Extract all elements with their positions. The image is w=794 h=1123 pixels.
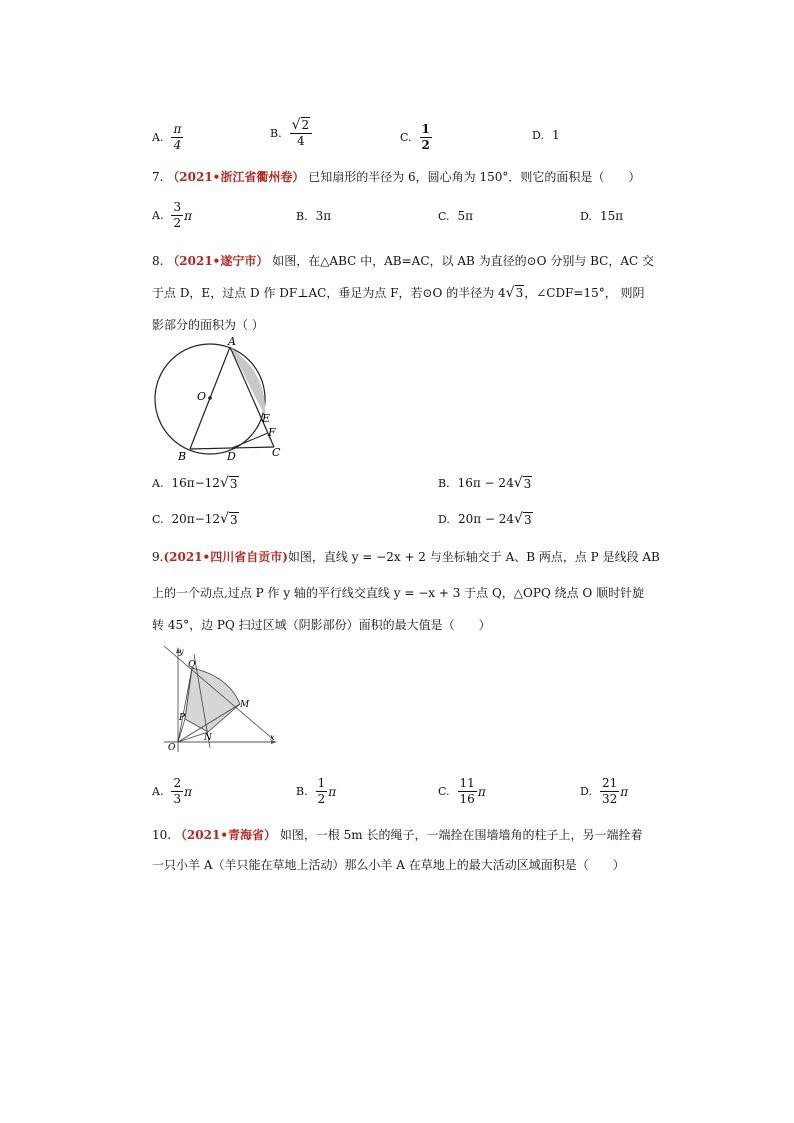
q6-option-d: D. 1 [532,128,560,142]
q10-stem-line2: 一只小羊 A（羊只能在草地上活动）那么小羊 A 在草地上的最大活动区域面积是（ ） [152,858,625,872]
q6-option-a: A. $\frac{\pi}{4}$ [152,122,182,152]
q6-b-fraction: $\frac{√2}{4}$ [290,118,313,149]
q8-segment-df [232,433,268,448]
q9-option-a: A. $\frac{2}{3}$ π [152,776,192,806]
q8-stem-line3: 影部分的面积为（ ） [152,318,264,332]
q9-label-q: Q [188,660,196,670]
q9-figure [150,644,280,756]
q9-label-n: N [204,733,212,743]
q8-label-o: O [197,390,207,403]
q9-label-p: P [179,713,186,723]
q8-source: （2021•遂宁市） [167,254,269,268]
q8-stem-line1: 8. （2021•遂宁市） 如图，在△ABC 中，AB=AC，以 AB 为直径的⊙O 分别与 BC，AC 交 [152,254,655,268]
q8-stem-line2: 于点 D，E，过点 D 作 DF⊥AC，垂足为点 F，若⊙O 的半径为 4√3，∠CDF=15°， 则阴 [152,285,645,301]
q8-option-d: D. 20π − 24 √ 3 [438,511,532,527]
q9-stem-line1: 9.(2021•四川省自贡市)如图，直线 y = −2x + 2 与坐标轴交于 A、B 两点，点 P 是线段 AB [152,550,660,564]
q9-label-x: x [270,733,275,742]
q8-label-b: B [178,450,187,463]
q6-option-b: B. $\frac{√2}{4}$ [270,118,312,149]
q7-option-b: B. 3π [296,209,332,223]
q9-source: (2021•四川省自贡市) [163,550,288,564]
q7-source: （2021•浙江省衢州卷） [167,170,305,184]
q9-line-yx3 [164,646,274,740]
q9-label-y: y [179,647,184,656]
q7-stem: 7. （2021•浙江省衢州卷） 已知扇形的半径为 6，圆心角为 150°．则它的面积是（ ） [152,170,641,184]
q9-option-b: B. $\frac{1}{2}$ π [296,776,337,806]
q6-c-fraction: $\frac{1}{2}$ [421,122,430,152]
q9-stem-line2: 上的一个动点,过点 P 作 y 轴的平行线交直线 y = −x + 3 于点 Q，△OPQ 绕点 O 顺时针旋 [152,586,645,600]
q8-label-c: C [272,446,281,459]
q7-option-d: D. 15π [580,209,624,223]
q9-option-c: C. $\frac{11}{16}$ π [438,776,486,806]
q8-label-d: D [227,450,236,463]
q8-option-a: A. 16π−12 √ 3 [152,475,238,491]
q9-shaded-region [185,668,240,732]
q8-label-a: A [228,335,236,348]
q9-label-m: M [240,700,250,710]
q8-shaded-region [230,347,265,416]
q6-a-fraction: $\frac{\pi}{4}$ [173,122,182,152]
q9-label-o: O [168,743,176,753]
q8-option-b: B. 16π − 24 √ 3 [438,475,532,491]
q7-option-a: A. $\frac{3}{2}$ π [152,200,192,230]
q8-figure [150,334,290,464]
q10-source: （2021•青海省） [174,828,276,842]
q7-option-c: C. 5π [438,209,474,223]
q8-label-f: F [268,426,276,439]
q9-stem-line3: 转 45°，边 PQ 扫过区域（阴影部份）面积的最大值是（ ） [152,618,491,632]
q9-option-d: D. $\frac{21}{32}$ π [580,776,629,806]
q8-center-point [208,396,212,400]
q8-option-c: C. 20π−12 √ 3 [152,511,238,527]
q10-stem-line1: 10. （2021•青海省） 如图，一根 5m 长的绳子，一端拴在围墙墙角的柱子上，另一端拴着 [152,828,643,842]
q8-label-e: E [262,412,271,425]
q6-option-c: C. $\frac{1}{2}$ [400,122,430,152]
